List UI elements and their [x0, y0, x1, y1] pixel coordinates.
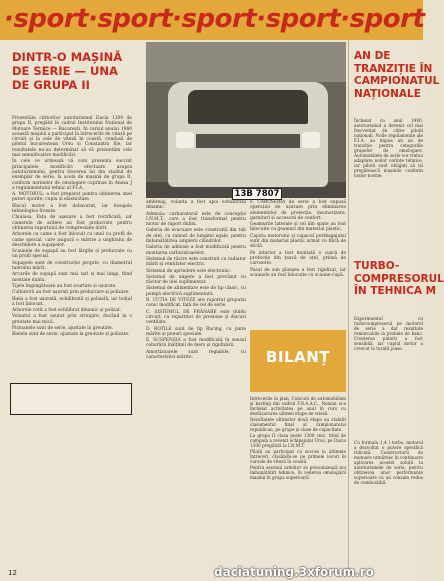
bilant-title: BILANȚ: [266, 348, 330, 366]
highlighted-passage-box: [10, 383, 132, 415]
paragraph: Pasul de sub planșeu a fost rigidizat, iar scaunele au fost înlocuite cu scaune-cupă.: [250, 267, 346, 278]
paragraph: Biela a fost ușurată, echilibrată și polizată, iar bolțul a fost înlocuit.: [12, 296, 132, 307]
paragraph: În cele ce urmează vă vom prezenta succint principalele modificări efectuate asupra autoturismului, pentru trecerea lui din stadiul de exemplar de serie, la acela de mașină de grupa II, conform normelor de omologare cuprinse în Anexa J a regulamentului tehnic al F.I.A.: [12, 159, 132, 191]
paragraph: Amortizoarele sunt reglabile, cu caracteristici mărite.: [146, 349, 246, 361]
paragraph: ambreiaj, volanta a fost apoi echilibrată dinamic.: [146, 200, 246, 211]
paragraph: Culbutorii au fost ușurați prin prelucrare și polizare.: [12, 290, 130, 296]
paragraph: Intrecerile în plan, Concurs de automobilism și karting din cadrul F.R.A.A.C., Roman și-a încheiat activitatea pe anul în curs cu desfășurarea ultimei etape de viteză.: [250, 396, 346, 416]
paragraph: Sistemul de alimentare este de tip clasic, cu pompă electrică suplimentară.: [146, 286, 246, 297]
license-plate: 13B 7807: [232, 188, 282, 200]
sport-header-band: [0, 0, 423, 40]
paragraph: Sistemul de ungere a fost prevăzut cu răcitor de ulei suplimentar.: [146, 274, 246, 286]
column-divider: [348, 40, 349, 570]
paragraph: Volantul a fost ușurat prin strunjire, ducând la o greutate mai mică.: [12, 314, 132, 325]
paragraph: C. SISTEMUL DE FRÂNARE este dublu circuit, cu repartitor de presiune și discuri ventilate.: [146, 309, 246, 326]
bilant-box: [250, 330, 346, 392]
paragraph: Admisia: carburatorul este de concepție I.N.M.T., care a fost transformat pentru motor de raport dublu.: [146, 211, 246, 228]
car-grille: [196, 134, 300, 148]
car-photo: [146, 42, 346, 198]
paragraph: F. CAROSERIA de serie a fost supusă operației de ușurare prin eliminarea elementelor de protecție, insonorizare, garnituri și accesorii de confort.: [250, 200, 346, 221]
car-windshield: [188, 90, 308, 124]
page-number: 12: [8, 569, 17, 577]
car-headlight-right: [302, 132, 320, 148]
paragraph: Tijele împingătoare au fost scurtate și ușurate.: [12, 283, 117, 289]
paragraph: A. MOTORUL: a fost preparat pentru obținerea unei puteri sporite, cuplu și elasticitate.: [12, 192, 132, 203]
sidebar-text-campionat: Încheiat cu anul 1980, autoturismul a devenit cel mai frecventat de către piloții naționali. Noile regulamente ale F.I.A. au impus un an de tranziție pentru categoriile grupelor de omologare. Automobilele de serie vor trebui adaptate noilor cerințe tehnice, iar pilotii sunt obligați să își pregătească mașinile conform noilor norme.: [354, 118, 423, 178]
paragraph: Bielele sunt de serie, ajustate la greutate și polizate.: [12, 332, 130, 338]
car-headlight-left: [176, 132, 194, 148]
paragraph: Blocul motor a fost debavurat, iar bosajele tehnologice frezate.: [12, 203, 132, 215]
paragraph: La grupa II clasa peste 1300 cmc, titlul de campion a revenit echipajului Ursu, pe Dacia 1300 pregătită la I.N.M.T.: [250, 433, 346, 448]
paragraph: Geamurile laterale și cel din spate au fost înlocuite cu geamuri din material plastic.: [250, 222, 346, 233]
paragraph: Arborele cu came a fost înlocuit cu unul cu profil de came special, care asigură o mărire a unghiului de deschidere a supapelor.: [12, 232, 132, 248]
paragraph: Pe interior a fost montată o cușcă de protecție din țeavă de oțel, prinsă de caroserie.: [250, 250, 346, 267]
paragraph: Capota motorului și capacul portbagajului sunt din material plastic armat cu fibră de sticlă.: [250, 233, 346, 250]
paragraph: Sistemul de răcire este construit cu radiator mărit și ventilator electric.: [146, 256, 246, 268]
paragraph: Arborele cotit a fost echilibrat dinamic și polizat.: [12, 308, 122, 314]
paragraph: Prezentăm cititorilor autoturismul Dacia 1300 de grupa II, pregătit în cadrul Institutului Național de Motoare Termice — București. În cursul anului 1980 această mașină a participat la întrecerile de viteză pe circuit și la cele de viteză în coastă, condusă de pilotul bucureștean Ursu și Constantin Ilie, iar rezultatele ne-au determinat să vă prezentăm cele mai semnificative modificări.: [12, 116, 132, 159]
article-column-d: [250, 396, 346, 571]
paragraph: Pistoanele sunt de serie, ajustate la greutate.: [12, 325, 114, 331]
paragraph: Supapele sunt de construcție proprie, cu diametrul talerului mărit.: [12, 260, 132, 272]
article-title: DINTR-O MAȘINĂ DE SERIE — UNA DE GRUPA II: [12, 50, 123, 92]
sidebar-title-campionat: AN DE TRANZIȚIE ÎN CAMPIONATUL NAȚIONALE: [354, 50, 440, 100]
paragraph: E. SUSPENSIA a fost modificată în sensul coborârii înălțimii de mers și rigidizării.: [146, 338, 246, 349]
sidebar-title-turbo: TURBO-COMPRESORUL ÎN TEHNICA M: [354, 260, 444, 297]
paragraph: Rezultatele ultimelor două etape au stabilit clasamentul final al campionatului republican, pe grupe și clase de capacitate.: [250, 417, 346, 432]
sidebar-text-turbo-continued: Cu formula 1,4 l turbo, motorul a dezvoltat o putere specifică ridicată. Constructorii de motoare urmăresc în continuare aplicarea acestei soluții la autoturismele de serie, pentru obținerea unor performanțe superioare cu un consum redus de combustibil.: [354, 440, 423, 485]
paragraph: Piloții au participat cu succes la ultimele întreceri, clasându-se pe primele locuri în cursele de viteză în coastă.: [250, 449, 346, 464]
paragraph: Scaunele de supapă au fost lărgite și prelucrate cu un profil special.: [12, 249, 132, 260]
site-watermark: daciatuning.3xforum.ro: [214, 565, 374, 579]
sidebar-text-turbo: Experimentul cu turbocompresorul pe motorul de serie a dat rezultate remarcabile la probele de banc. Creșterea puterii a fost sensibilă, iar cuplul motor a crescut la turații joase.: [354, 316, 423, 351]
article-column-b: [146, 200, 246, 571]
paragraph: D. ROTILE sunt de tip Racing, cu jante mărite și pneuri speciale.: [146, 326, 246, 337]
article-column-a: [12, 116, 132, 571]
paragraph: Galeria de admisie a fost modificată pentru montarea carburatoarelor.: [146, 245, 246, 256]
article-column-c: [250, 200, 346, 324]
paragraph: Arcurile de supapă sunt mai tari și mai lungi, fiind montate dublu.: [12, 272, 132, 283]
paragraph: Pentru sezonul următor se preconizează noi îmbunătățiri tehnice, în vederea omologării mașinii în grupa superioară.: [250, 465, 346, 480]
photo-background: [146, 42, 346, 82]
paragraph: Sistemul de aprindere este electronic.: [146, 268, 232, 274]
paragraph: B. CUTIA DE VITEZE are raportul grupului conic modificat, față de cel de serie.: [146, 298, 246, 309]
sport-header-text: ·sport·sport·sport·sport·sport: [4, 4, 425, 34]
paragraph: Chiulasa. Fața de așezare a fost rectificată, iar camerele de ardere au fost prelucrate pentru obținerea raportului de compresiune dorit.: [12, 215, 132, 231]
paragraph: Galeria de evacuare este construită din tub de oțel, cu ramuri de lungimi egale, pentru îmbunătățirea umplerii cilindrilor.: [146, 228, 246, 245]
